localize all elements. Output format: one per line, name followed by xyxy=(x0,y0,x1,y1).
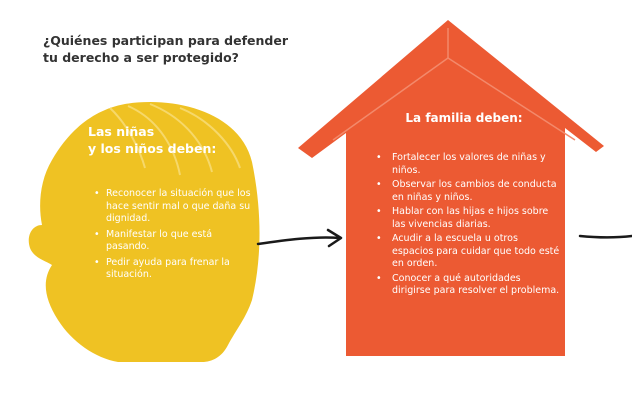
children-title xyxy=(88,123,218,157)
family-title: La familia deben: xyxy=(405,111,523,125)
children-list-item: • Manifestar lo que está pasando. xyxy=(92,229,257,254)
family-list-item: • Conocer a qué autoridades dirigirse para resolver el problema. xyxy=(370,273,560,298)
arrow-line xyxy=(258,237,340,244)
family-list xyxy=(370,152,560,300)
question-heading: ¿Quiénes participan para defender tu derecho a ser protegido? xyxy=(43,33,289,65)
family-list-item: • Observar los cambios de conducta en niñas y niños. xyxy=(370,179,560,204)
children-list xyxy=(92,188,257,285)
family-list-item: • Fortalecer los valores de niñas y niños. xyxy=(370,152,560,177)
children-title-line-1: Las niñas xyxy=(88,124,155,139)
children-list-item: • Reconocer la situación que los hace sentir mal o que daña su dignidad. xyxy=(92,188,257,226)
children-list-item: • Pedir ayuda para frenar la situación. xyxy=(92,257,257,282)
family-list-item: • Hablar con las hijas e hijos sobre las vivencias diarias. xyxy=(370,206,560,231)
children-title-line-2: y los niños deben: xyxy=(88,141,217,156)
family-list-item: • Acudir a la escuela u otros espacios para cuidar que todo esté en orden. xyxy=(370,233,560,271)
arrow-line-right xyxy=(580,236,632,238)
